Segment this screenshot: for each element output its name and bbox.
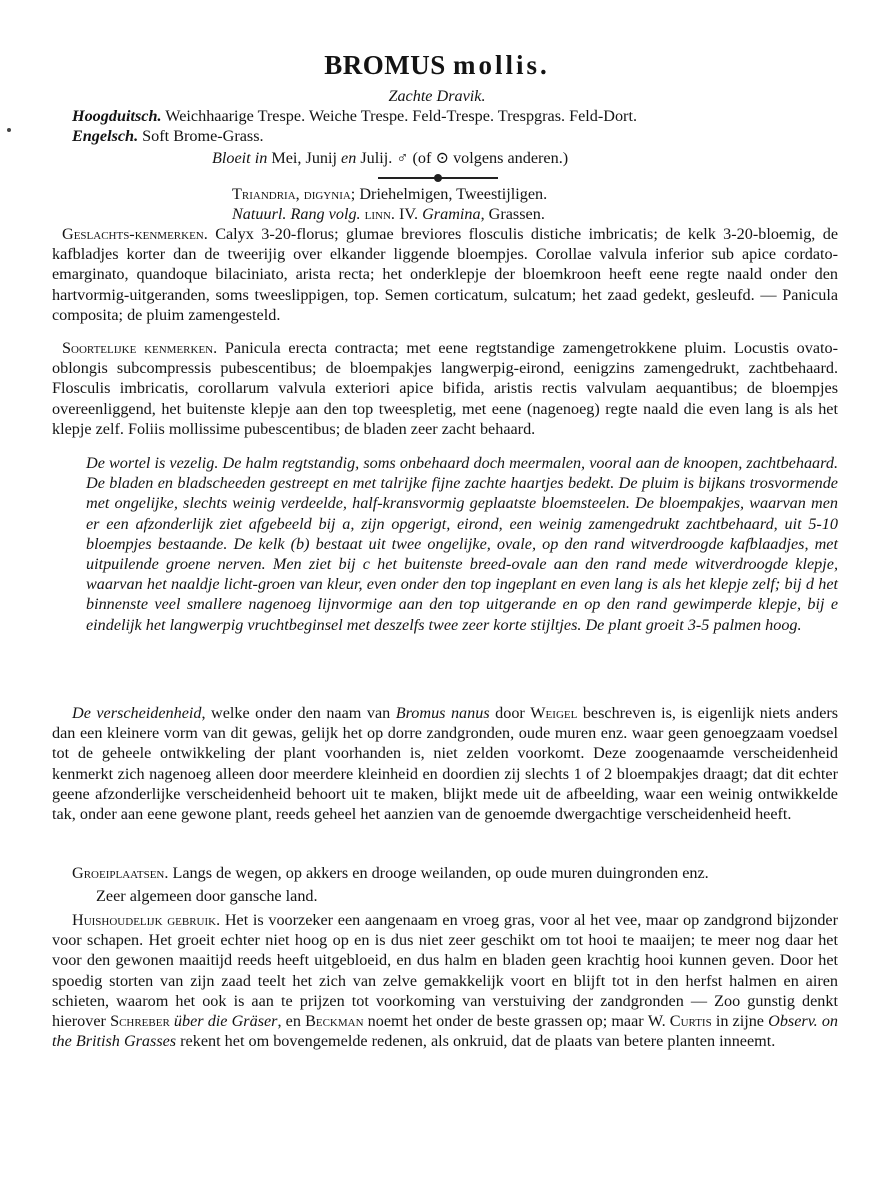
classification-line-2: Natuurl. Rang volg. linn. IV. Gramina, Grassen.	[232, 205, 545, 223]
classification-line-1: Triandria, digynia; Driehelmigen, Tweestijligen.	[232, 185, 548, 203]
plant-description	[86, 453, 838, 635]
genus-name: BROMUS	[324, 50, 446, 80]
section-text: Calyx 3-20-florus; glumae breviores flosculis distiche imbricatis; de kelk 3-20-bloemig, de kafbladjes korter dan de tweerijig over elkander liggende bloempjes. Corollae valvula inferior sub apice cordato-emarginato, quandoque bilaciniato, arista recta; het onderklepje der bloemkroon heeft eene regte naald onder den hartvormig-uitgeranden, soms tweeslippigen, top. Semen corticatum, sulcatum; het zaad gedekt, gesleufd. — Panicula composita; de pluim zamengesteld.	[52, 225, 839, 324]
species-name: mollis.	[453, 50, 550, 80]
section-label: Huishoudelijk gebruik.	[72, 911, 221, 929]
dutch-name: Zachte Dravik.	[388, 87, 486, 105]
description-text: De wortel is vezelig. De halm regtstandig, soms onbehaard doch meermalen, vooral aan de knoopen, zachtbehaard. De bladen en bladscheeden gestreept en met talrijke fijne zachte haartjes bedekt. De pluim is bijkans trosvormende met ongelijke, slechts weinig verdeelde, half-kransvormig geplaatste bloemsteelen. De bloempakjes, waarvan men er een afzonderlijk ziet afgebeeld bij a, zijn opgerigt, eirond, een weinig zamengedrukt zachtbehaard, uit 5-10 bloempjes bestaande. De kelk (b) bestaat uit twee ongelijke, ovale, op den rand witverdroogde kafblaadjes, met uitpuilende groene nerven. Men ziet bij c het buitenste breed-ovale aan den rand mede witverdroogde klepje, waarvan het naaldje licht-groen van kleur, even onder den top ingeplant en even lang is als het klepje zelf; bij d het binnenste veel smallere nagenoeg lijnvormige aan den top uitgerande en op den rand gewimperde klepje, bij e eindelijk het langwerpig vruchtbeginsel met deszelfs twee zeer korte stijltjes. De plant groeit 3-5 palmen hoog.	[86, 454, 838, 634]
section-text: Panicula erecta contracta; met eene regtstandige zamengetrokkene pluim. Locustis ovato-oblongis subcompressis pubescentibus; de bloempakjes langwerpig-eirond, eenigzins zamengedrukt, zachtbehaard. Flosculis imbricatis, corollarum valvula exteriori apice bifida, aristis rectis valvulam aequantibus; de bloempjes overeenliggend, het buitenste klepje aan den top tweespletig, met eene (nagenoeg) regte naald die even lang is als het klepje zelf. Foliis mollissime pubescentibus; de bladen zeer zacht behaard.	[52, 339, 838, 438]
flowering-line: Bloeit in Mei, Junij en Julij. ♂ (of ⊙ volgens anderen.)	[212, 149, 569, 167]
section-label: Soortelijke kenmerken.	[62, 339, 218, 357]
habitat-section: Groeiplaatsen. Langs de wegen, op akkers en drooge weilanden, op oude muren duingronden enz. Zeer algemeen door gansche land.	[72, 864, 709, 906]
section-label: Geslachts-kenmerken.	[62, 225, 208, 243]
species-characters	[52, 338, 838, 439]
english-names: Engelsch. Soft Brome-Grass.	[72, 127, 264, 145]
genus-characters	[52, 224, 838, 325]
variety-paragraph: De verscheidenheid, welke onder den naam van Bromus nanus door Weigel beschreven is, is eigenlijk niets anders dan een kleinere vorm van dit gewas, gelijk het op dorre zandgronden, oude muren enz. waar geen genoegzaam voedsel tot de geheele ontwikkeling der plant voorhanden is, niet zelden voorkomt. Deze zoogenaamde verscheidenheid kenmerkt zich nagenoeg alleen door meerdere kleinheid en doordien zij slechts 1 of 2 bloempakjes draagt; dat dit echter geene afzonderlijke verscheidenheid behoort uit te maken, blijkt mede uit de afbeelding, waar een weinig ontwikkelde tak, onder aan eene gewone plant, reeds geheel het aanzien van de genoemde dwergachtige verscheidenheid heeft.	[52, 704, 839, 824]
ornamental-rule	[378, 177, 498, 179]
page-title	[0, 50, 874, 81]
german-names: Hoogduitsch. Weichhaarige Trespe. Weiche Trespe. Feld-Trespe. Trespgras. Feld-Dort.	[72, 107, 637, 125]
section-label: Groeiplaatsen.	[72, 864, 169, 882]
margin-dot	[7, 128, 11, 132]
household-use-section: Huishoudelijk gebruik. Het is voorzeker een aangenaam en vroeg gras, voor al het vee, maar op zandgrond bijzonder voor schapen. Het groeit echter niet hoog op en is dus niet zeer geschikt om tot hooi te maaijen; te meer nog daar het voor den gewonen maaitijd reeds heeft uitgebloeid, en dus halm en bladen geen krachtig hooi kunnen geven. Door het spoedig storten van zijn zaad teelt het zich van zelve gemakkelijk voort en blijft tot in den herfst halmen en airen schieten, waarom het ook is aan te prijzen tot voorkoming van verstuiving der zandgronden — Zoo gunstig denkt hierover Schreber über die Gräser, en Beckman noemt het onder de beste grassen op; maar W. Curtis in zijne Observ. on the British Grasses rekent het om bovengemelde redenen, als onkruid, dat de plaats van betere planten inneemt.	[52, 911, 839, 1051]
